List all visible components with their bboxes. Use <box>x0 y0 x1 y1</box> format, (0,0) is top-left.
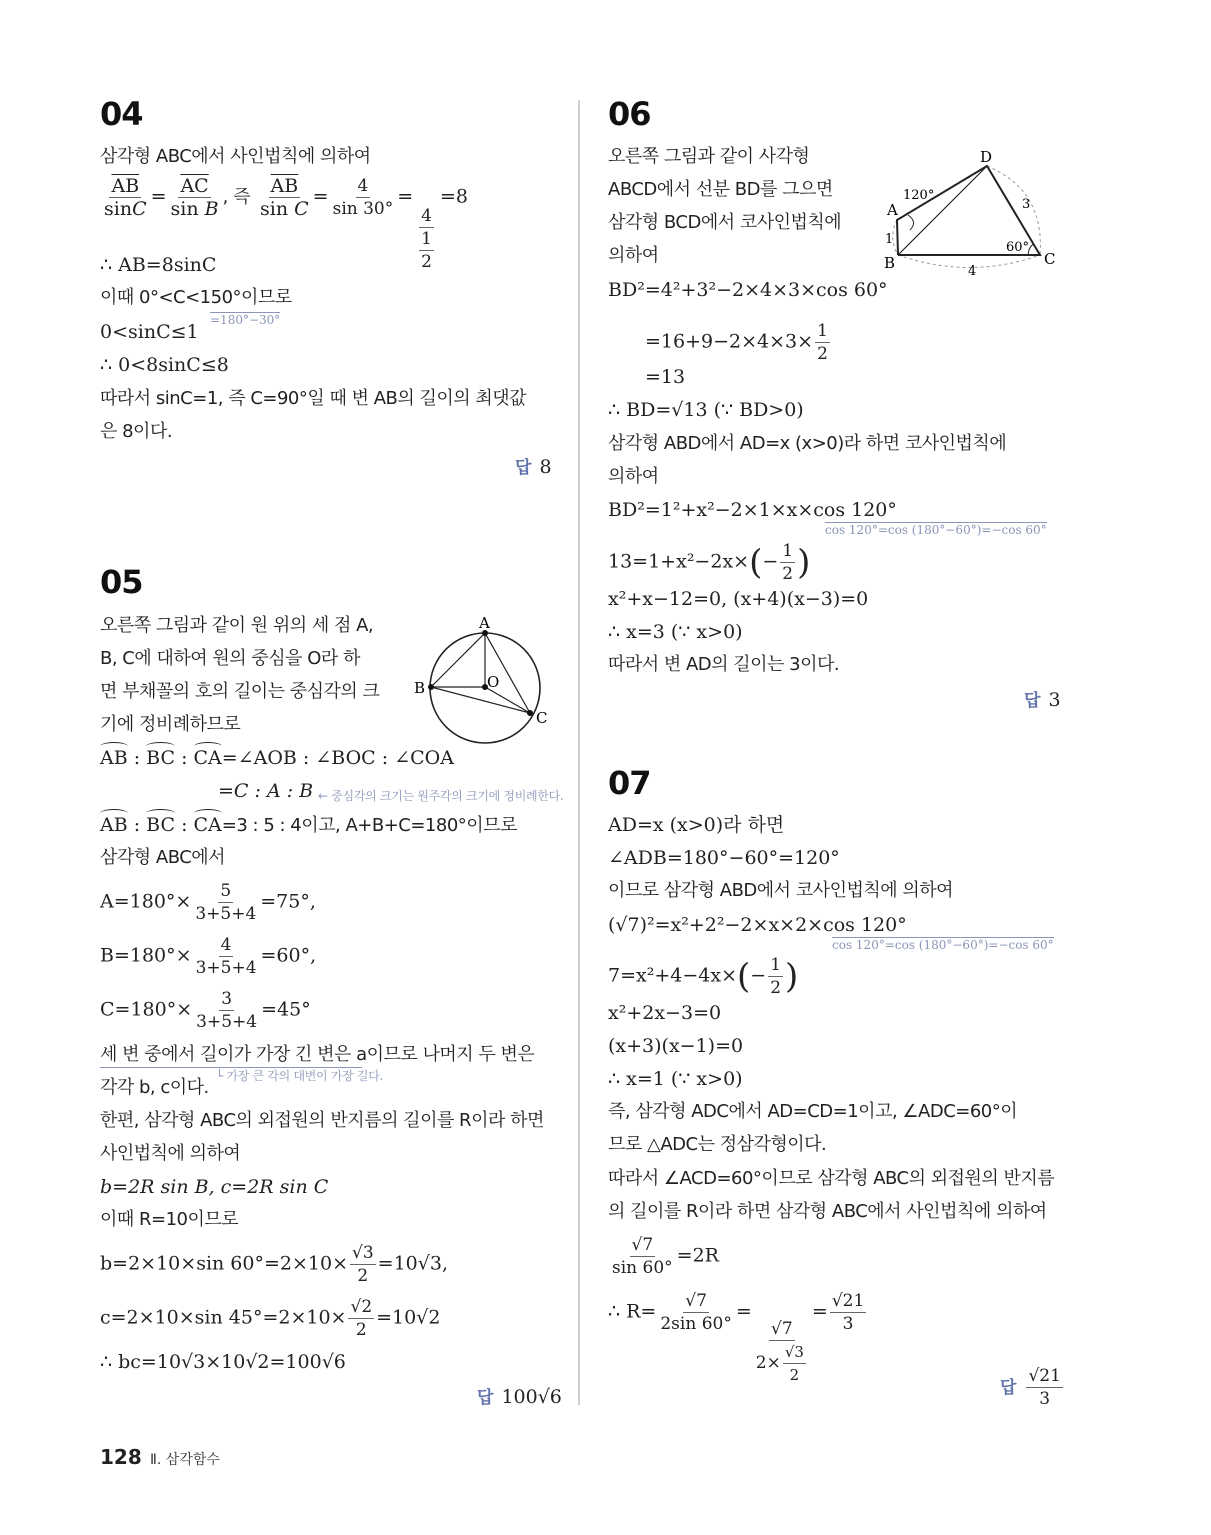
p05-intro-1: 오른쪽 그림과 같이 원 위의 세 점 A, <box>100 615 374 636</box>
p07-answer: 답 $\frac{√21}{3}$ <box>1000 1366 1061 1409</box>
p06-line8: 13=1+x²−2x×(− $\frac{1}{2}$ ) <box>608 541 811 584</box>
p04-line3: ∴ AB=8sinC <box>100 254 217 276</box>
svg-text:C: C <box>1044 250 1056 268</box>
p07-line6: x²+2x−3=0 <box>608 1002 722 1024</box>
p05-sides-2: 각각 b, c이다. <box>100 1077 209 1098</box>
p06-intro-1: 오른쪽 그림과 같이 사각형 <box>608 146 810 167</box>
svg-text:C: C <box>536 709 548 727</box>
p07-line1: AD=x (x>0)라 하면 <box>608 814 785 836</box>
p05-triangle: 삼각형 ABC에서 <box>100 847 226 868</box>
p07-line4: (√7)²=x²+2²−2×x×2×cos 120° <box>608 914 907 936</box>
p06-line7: BD²=1²+x²−2×1×x×cos 120° <box>608 499 897 521</box>
svg-text:A: A <box>479 614 490 632</box>
circle-diagram <box>405 610 565 750</box>
p04-line1: 삼각형 ABC에서 사인법칙에 의하여 <box>100 146 371 167</box>
p04-sine-rule-equation: $\frac{\overline{AB}}{\sin C}$ = $\frac{\overline{AC}}{\text{sin B}}$ , 즉 $\frac{\overline{AB}}{\text{sin C}}$ = $\frac{4}{\sin 30^\circ}$ = $\frac{4}{\frac{1}{2}}$ =8 <box>104 175 469 272</box>
p05-answer: 답 100√6 <box>477 1386 562 1408</box>
svg-text:4: 4 <box>968 264 977 279</box>
chapter-title: Ⅱ. 삼각함수 <box>150 1452 220 1468</box>
p05-bc-formula: b=2R sin B, c=2R sin C <box>100 1176 329 1198</box>
p07-line12: 의 길이를 R이라 하면 삼각형 ABC에서 사인법칙에 의하여 <box>608 1201 1047 1222</box>
p06-line10: ∴ x=3 (∵ x>0) <box>608 621 743 643</box>
p06-line6: 의하여 <box>608 466 659 487</box>
column-divider <box>578 100 580 1405</box>
p04-line5: 0<sinC≤1 <box>100 321 199 343</box>
p05-intro-3: 면 부채꼴의 호의 길이는 중심각의 크 <box>100 681 380 702</box>
svg-text:O: O <box>487 673 500 691</box>
p04-answer: 답 8 <box>515 456 552 478</box>
p06-line1: BD²=4²+3²−2×4×3×cos 60° <box>608 279 888 301</box>
p06-intro-3: 삼각형 BCD에서 코사인법칙에 <box>608 212 842 233</box>
p05-circumradius: 한편, 삼각형 ABC의 외접원의 반지름의 길이를 R이라 하면 <box>100 1110 544 1131</box>
p06-line9: x²+x−12=0, (x+4)(x−3)=0 <box>608 588 869 610</box>
p05-note-largest: └ 가장 큰 각의 대변이 가장 길다. <box>216 1069 384 1083</box>
answer-label: 답 <box>1000 1377 1017 1398</box>
p05-arc-ratio-2: =C : A : B <box>218 780 314 802</box>
p05-b-value: b=2×10×sin 60°=2×10× $\frac{√3}{2}$ =10√3, <box>100 1243 448 1286</box>
p07-line5: 7=x²+4−4x×(− $\frac{1}{2}$ ) <box>608 955 799 998</box>
problem-number-05: 05 <box>100 563 143 601</box>
p07-line14: ∴ R= $\frac{√7}{2\sin 60^\circ}$ = √7 2× $\frac{√3}{2}$ = $\frac{√21}{3}$ <box>608 1291 865 1384</box>
svg-text:1: 1 <box>885 232 894 247</box>
p05-angle-b: B=180°× $\frac{4}{3+5+4}$ =60°, <box>100 935 317 978</box>
p05-c-value: c=2×10×sin 45°=2×10× $\frac{√2}{2}$ =10√2 <box>100 1297 441 1340</box>
p07-line7: (x+3)(x−1)=0 <box>608 1035 744 1057</box>
answer-label: 답 <box>1024 691 1041 711</box>
p05-sine-rule: 사인법칙에 의하여 <box>100 1143 241 1164</box>
svg-text:B: B <box>884 254 896 272</box>
p05-intro-4: 기에 정비례하므로 <box>100 714 241 735</box>
p04-line8: 은 8이다. <box>100 421 173 442</box>
p06-line2: =16+9−2×4×3× $\frac{1}{2}$ <box>645 321 828 364</box>
p06-line3: =13 <box>645 366 686 388</box>
problem-number-06: 06 <box>608 95 651 133</box>
answer-label: 답 <box>515 458 532 478</box>
p07-line2: ∠ADB=180°−60°=120° <box>608 847 840 869</box>
p05-arc-ratio-3: AB : BC : CA=3 : 5 : 4이고, A+B+C=180°이므로 <box>100 814 517 836</box>
p05-arc-ratio: AB : BC : CA=∠AOB : ∠BOC : ∠COA <box>100 747 454 769</box>
svg-text:3: 3 <box>1022 197 1031 212</box>
p06-line11: 따라서 변 AD의 길이는 3이다. <box>608 654 840 675</box>
p06-intro-2: ABCD에서 선분 BD를 그으면 <box>608 179 833 200</box>
p07-line9: 즉, 삼각형 ADC에서 AD=CD=1이고, ∠ADC=60°이 <box>608 1101 1018 1122</box>
p07-line13: $\frac{√7}{\sin 60^\circ}$ =2R <box>612 1235 719 1278</box>
p04-note: =180°−30° <box>210 313 281 327</box>
page-number: 128 <box>100 1445 142 1469</box>
p05-bc-final: ∴ bc=10√3×10√2=100√6 <box>100 1351 346 1373</box>
p06-intro-4: 의하여 <box>608 245 659 266</box>
p04-line7: 따라서 sinC=1, 즉 C=90°일 때 변 AB의 길이의 최댓값 <box>100 388 527 409</box>
p05-sides: 세 변 중에서 길이가 가장 긴 변은 a이므로 나머지 두 변은 <box>100 1044 535 1065</box>
p06-cos-note: cos 120°=cos (180°−60°)=−cos 60° <box>825 523 1047 537</box>
problem-number-04: 04 <box>100 95 143 133</box>
p06-answer: 답 3 <box>1024 689 1061 711</box>
p04-line6: ∴ 0<8sinC≤8 <box>100 354 229 376</box>
svg-text:D: D <box>980 148 993 166</box>
svg-text:A: A <box>887 201 898 219</box>
svg-text:60°: 60° <box>1006 240 1030 255</box>
quadrilateral-diagram <box>870 140 1070 280</box>
answer-label: 답 <box>477 1388 494 1408</box>
p05-angle-a: A=180°× $\frac{5}{3+5+4}$ =75°, <box>100 881 316 924</box>
svg-text:B: B <box>414 679 426 697</box>
p06-line4: ∴ BD=√13 (∵ BD>0) <box>608 399 804 421</box>
p05-intro-2: B, C에 대하여 원의 중심을 O라 하 <box>100 648 360 669</box>
p07-line10: 므로 △ADC는 정삼각형이다. <box>608 1134 827 1155</box>
p07-line11: 따라서 ∠ACD=60°이므로 삼각형 ABC의 외접원의 반지름 <box>608 1168 1055 1189</box>
svg-text:120°: 120° <box>903 188 935 203</box>
p07-line3: 이므로 삼각형 ABD에서 코사인법칙에 의하여 <box>608 880 954 901</box>
p04-line4: 이때 0°<C<150°이므로 <box>100 287 292 308</box>
p05-note-central-angle: ← 중심각의 크기는 원주각의 크기에 정비례한다. <box>318 789 564 803</box>
p07-line8: ∴ x=1 (∵ x>0) <box>608 1068 743 1090</box>
p06-line5: 삼각형 ABD에서 AD=x (x>0)라 하면 코사인법칙에 <box>608 433 1007 454</box>
p05-angle-c: C=180°× $\frac{3}{3+5+4}$ =45° <box>100 989 311 1032</box>
p07-cos-note: cos 120°=cos (180°−60°)=−cos 60° <box>832 938 1054 952</box>
problem-number-07: 07 <box>608 764 651 802</box>
p05-r10: 이때 R=10이므로 <box>100 1209 239 1230</box>
